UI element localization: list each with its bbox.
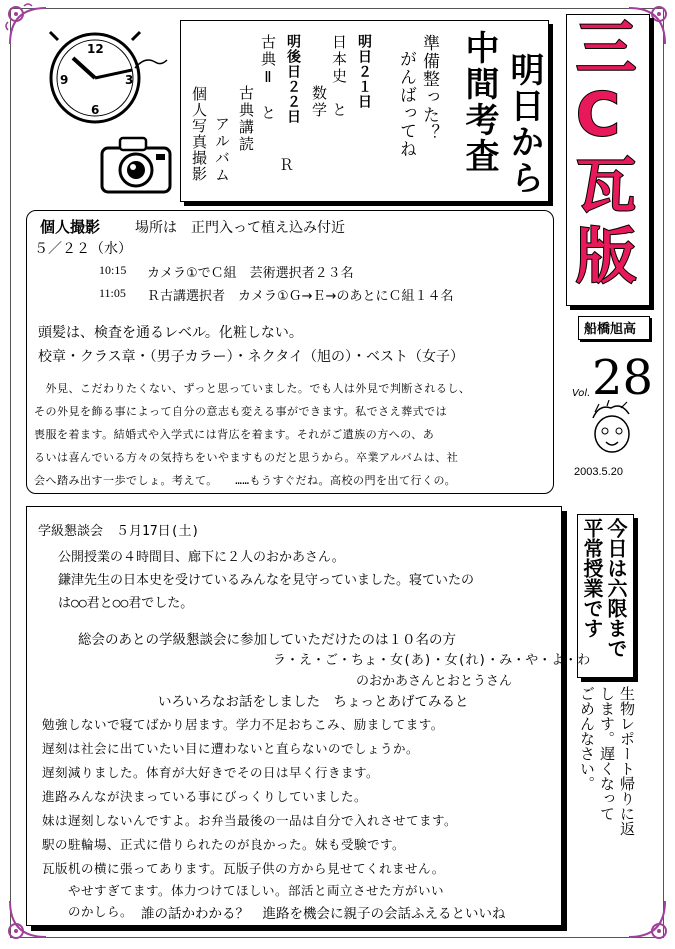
quote-line: 駅の駐輪場、正式に借りられたのが良かった。妹も受験です。 <box>42 837 406 852</box>
report-note-line1: 生物レポート帰りに返 <box>618 686 636 836</box>
meeting-p1-line: 鎌津先生の日本史を受けているみんなを見守っていました。寝ていたの <box>58 573 475 588</box>
meeting-intro: いろいろなお話をしました ちょっとあげてみると <box>158 694 469 710</box>
essay-line: 外見、こだわりたくない、ずっと思っていました。でも人は外見で判断されるし、 <box>34 382 471 395</box>
exam-day2-date: 明後日２２日 <box>285 34 301 124</box>
masthead-title-char-3: 瓦 <box>576 152 636 222</box>
exam-day1-date: 明日２１日 <box>356 34 372 109</box>
exam-day2-subject2: 古典講読 <box>237 34 255 153</box>
meeting-heading: 学級懇談会 ５月17日(土) <box>38 524 200 539</box>
exam-day2-subject1: 古典Ⅱ と <box>259 34 277 122</box>
encourage-line2: がんばってね <box>396 50 416 158</box>
svg-text:12: 12 <box>87 42 104 56</box>
exam-day1-subject1: 日本史 と <box>330 34 348 119</box>
dress-rule-1: 頭髪は、検査を通るレベル。化粧しない。 <box>38 325 303 341</box>
school-name: 船橋旭高 <box>584 322 637 337</box>
meeting-names-suffix: のおかあさんとおとうさん <box>356 674 513 689</box>
meeting-names: ラ・え・ご・ちょ・女(あ)・女(れ)・み・や・よ・わ <box>273 653 591 668</box>
dress-rule-2: 校章・クラス章・（男子カラー）・ネクタイ（旭の）・ベスト（女子） <box>38 349 465 365</box>
schedule-row1-text: カメラ①でＣ組 芸術選択者２３名 <box>147 266 354 281</box>
schedule-row2-time: 11:05 <box>99 286 126 300</box>
essay-line: 会へ踏み出す一歩でしょ。考えて。 ……もうすぐだね。高校の門を出て行くの。 <box>34 474 457 487</box>
quote-line: 遅刻は社会に出ていたい目に遭わないと直らないのでしょうか。 <box>42 741 420 756</box>
essay-line: その外見を飾る事によって自分の意志も変える事ができます。私でさえ葬式では <box>34 405 448 418</box>
doodle-face-icon <box>585 400 640 460</box>
schedule-row2-text: Ｒ古講選択者 カメラ①Ｇ→Ｅ→のあとにＣ組１４名 <box>147 289 454 304</box>
meeting-attendance: 総会のあとの学級懇談会に参加していただけたのは１０名の方 <box>78 632 456 648</box>
masthead-title-char-2: C <box>576 80 621 150</box>
quote-line: のかしら。 <box>42 904 134 919</box>
today-line2: 平常授業です <box>580 518 604 638</box>
exam-day2-subject3: Ｒ <box>277 142 295 172</box>
masthead-title-char-1: 三 <box>576 14 636 84</box>
svg-text:9: 9 <box>60 73 69 87</box>
today-line1: 今日は六限まで <box>604 518 628 658</box>
exam-headline-col2: 中間考査 <box>459 30 499 174</box>
meeting-p1-line: 公開授業の４時間目、廊下に２人のおかあさん。 <box>58 550 345 565</box>
photo-heading: 個人撮影 <box>40 218 101 236</box>
quote-line: 瓦版机の横に張ってあります。瓦版子供の方から見せてくれません。 <box>42 861 445 876</box>
report-note-line2: します。遅くなって <box>598 686 616 821</box>
encourage-line1: 準備整った？ <box>419 34 439 142</box>
svg-text:3: 3 <box>125 73 134 87</box>
vol-label: Vol. <box>572 388 591 399</box>
meeting-p1-line: は○○君と○○君でした。 <box>58 596 194 611</box>
quote-line: 妹は遅刻しないんですよ。お弁当最後の一品は自分で入れさせてます。 <box>42 813 458 828</box>
quote-line: 遅刻減りました。体育が大好きでその日は早く行きます。 <box>42 765 380 780</box>
quote-line: やせすぎてます。体力つけてほしい。部活と両立させた方がいい <box>42 883 445 898</box>
corner-flourish-bottom-right <box>623 895 673 945</box>
masthead-title-char-4: 版 <box>576 222 636 292</box>
quote-line: 勉強しないで寝てばかり居ます。学力不足おちこみ、励ましてます。 <box>42 717 444 732</box>
quote-line: 進路みんなが決まっている事にびっくりしていました。 <box>42 789 368 804</box>
schedule-row1-time: 10:15 <box>99 263 127 277</box>
camera-icon <box>96 128 176 198</box>
essay-line: るいは喜んでいる方々の気持ちをいやますものだと思うから。卒業アルバムは、社 <box>34 451 459 464</box>
album-photo-label: 個人写真撮影 <box>190 86 208 182</box>
issue-date: 2003.5.20 <box>574 466 623 478</box>
issue-number: 28 <box>592 350 654 406</box>
clock-icon <box>40 20 170 130</box>
album-label: アルバム <box>213 116 231 184</box>
photo-date: ５／２２（水） <box>34 241 132 257</box>
svg-text:6: 6 <box>91 103 100 117</box>
meeting-closing: 誰の話かわかる？ 進路を機会に親子の会話ふえるといいね <box>141 902 506 922</box>
photo-place: 場所は 正門入って植え込み付近 <box>135 220 345 236</box>
exam-day1-subject2: 数学 <box>310 34 328 119</box>
report-note-line3: ごめんなさい。 <box>578 686 596 791</box>
essay-line: 喪服を着ます。結婚式や入学式には背広を着ます。それがご遺族の方への、あ <box>34 428 435 441</box>
exam-headline-col1: 明日から <box>504 52 544 196</box>
